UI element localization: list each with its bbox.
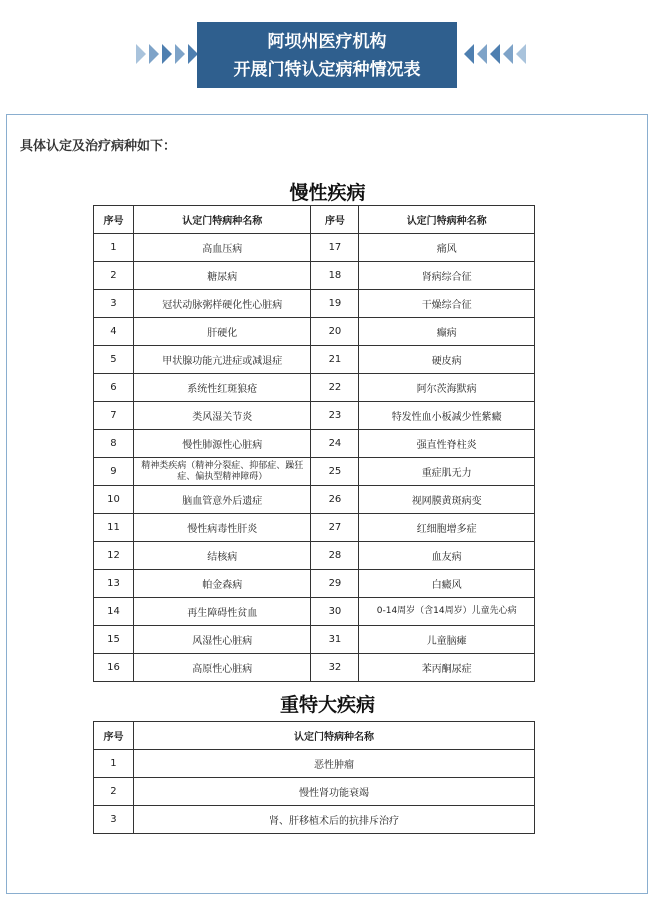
row-number: 9 [94,458,134,486]
row-number: 2 [94,778,134,806]
table-row [94,750,535,778]
disease-name: 红细胞增多症 [359,514,535,542]
row-number: 2 [94,262,134,290]
disease-name: 系统性红斑狼疮 [133,374,311,402]
disease-name: 血友病 [359,542,535,570]
disease-name: 风湿性心脏病 [133,626,311,654]
row-number: 14 [94,598,134,626]
table-row [94,318,535,346]
table-header-row [94,206,535,234]
table-row [94,654,535,682]
right-arrow-decoration [464,44,526,64]
disease-name: 恶性肿瘤 [133,750,534,778]
disease-name: 糖尿病 [133,262,311,290]
disease-name: 高原性心脏病 [133,654,311,682]
header-banner [0,0,655,112]
major-disease-table [93,721,535,834]
table-row [94,486,535,514]
disease-name: 特发性血小板减少性紫癜 [359,402,535,430]
disease-name: 甲状腺功能亢进症或减退症 [133,346,311,374]
title-line-1: 阿坝州医疗机构 [267,32,387,52]
row-number: 1 [94,234,134,262]
table-row [94,458,535,486]
chevron-right-icon [149,44,159,64]
table-row [94,598,535,626]
chevron-left-icon [490,44,500,64]
row-number: 3 [94,290,134,318]
disease-name: 肾、肝移植术后的抗排斥治疗 [133,806,534,834]
row-number: 4 [94,318,134,346]
chevron-right-icon [162,44,172,64]
table-row [94,234,535,262]
row-number: 31 [311,626,359,654]
row-number: 25 [311,458,359,486]
chevron-left-icon [464,44,474,64]
row-number: 18 [311,262,359,290]
row-number: 21 [311,346,359,374]
table-row [94,402,535,430]
disease-name: 强直性脊柱炎 [359,430,535,458]
title-line-2: 开展门特认定病种情况表 [233,60,421,80]
table-row [94,262,535,290]
disease-name: 苯丙酮尿症 [359,654,535,682]
disease-name: 精神类疾病（精神分裂症、抑郁症、躁狂症、偏执型精神障碍） [133,458,311,486]
column-header-name: 认定门特病种名称 [359,206,535,234]
row-number: 22 [311,374,359,402]
row-number: 10 [94,486,134,514]
left-arrow-decoration [136,44,198,64]
table-row [94,626,535,654]
column-header-no: 序号 [94,722,134,750]
row-number: 6 [94,374,134,402]
intro-text: 具体认定及治疗病种如下： [20,139,177,154]
table-header-row [94,722,535,750]
table-row [94,290,535,318]
table-row [94,430,535,458]
chevron-right-icon [136,44,146,64]
chevron-left-icon [503,44,513,64]
row-number: 32 [311,654,359,682]
row-number: 30 [311,598,359,626]
disease-name: 儿童脑瘫 [359,626,535,654]
page-title [197,22,457,88]
table-row [94,514,535,542]
chronic-disease-table [93,205,535,682]
disease-name: 痛风 [359,234,535,262]
row-number: 13 [94,570,134,598]
table-row [94,570,535,598]
disease-name: 硬皮病 [359,346,535,374]
table-row [94,542,535,570]
disease-name: 类风湿关节炎 [133,402,311,430]
disease-name: 肾病综合征 [359,262,535,290]
disease-name: 干燥综合征 [359,290,535,318]
row-number: 20 [311,318,359,346]
disease-name: 视网膜黄斑病变 [359,486,535,514]
row-number: 17 [311,234,359,262]
row-number: 16 [94,654,134,682]
row-number: 7 [94,402,134,430]
row-number: 19 [311,290,359,318]
disease-name: 结核病 [133,542,311,570]
disease-name: 癫病 [359,318,535,346]
disease-name: 高血压病 [133,234,311,262]
table-row [94,806,535,834]
major-section-title: 重特大疾病 [279,694,375,716]
row-number: 29 [311,570,359,598]
table-row [94,778,535,806]
disease-name: 慢性病毒性肝炎 [133,514,311,542]
table-row [94,346,535,374]
row-number: 5 [94,346,134,374]
chronic-section-title: 慢性疾病 [289,182,366,204]
row-number: 15 [94,626,134,654]
chevron-right-icon [175,44,185,64]
table-row [94,374,535,402]
disease-name: 白癜风 [359,570,535,598]
disease-name: 脑血管意外后遗症 [133,486,311,514]
row-number: 8 [94,430,134,458]
row-number: 12 [94,542,134,570]
row-number: 3 [94,806,134,834]
disease-name: 再生障碍性贫血 [133,598,311,626]
row-number: 23 [311,402,359,430]
row-number: 27 [311,514,359,542]
row-number: 28 [311,542,359,570]
disease-name: 慢性肺源性心脏病 [133,430,311,458]
disease-name: 冠状动脉粥样硬化性心脏病 [133,290,311,318]
row-number: 26 [311,486,359,514]
chevron-left-icon [516,44,526,64]
disease-name: 肝硬化 [133,318,311,346]
column-header-no: 序号 [311,206,359,234]
disease-name: 帕金森病 [133,570,311,598]
row-number: 24 [311,430,359,458]
column-header-name: 认定门特病种名称 [133,206,311,234]
disease-name: 0-14周岁（含14周岁）儿童先心病 [359,598,535,626]
disease-name: 阿尔茨海默病 [359,374,535,402]
row-number: 1 [94,750,134,778]
column-header-name: 认定门特病种名称 [133,722,534,750]
disease-name: 慢性肾功能衰竭 [133,778,534,806]
chevron-left-icon [477,44,487,64]
row-number: 11 [94,514,134,542]
column-header-no: 序号 [94,206,134,234]
disease-name: 重症肌无力 [359,458,535,486]
